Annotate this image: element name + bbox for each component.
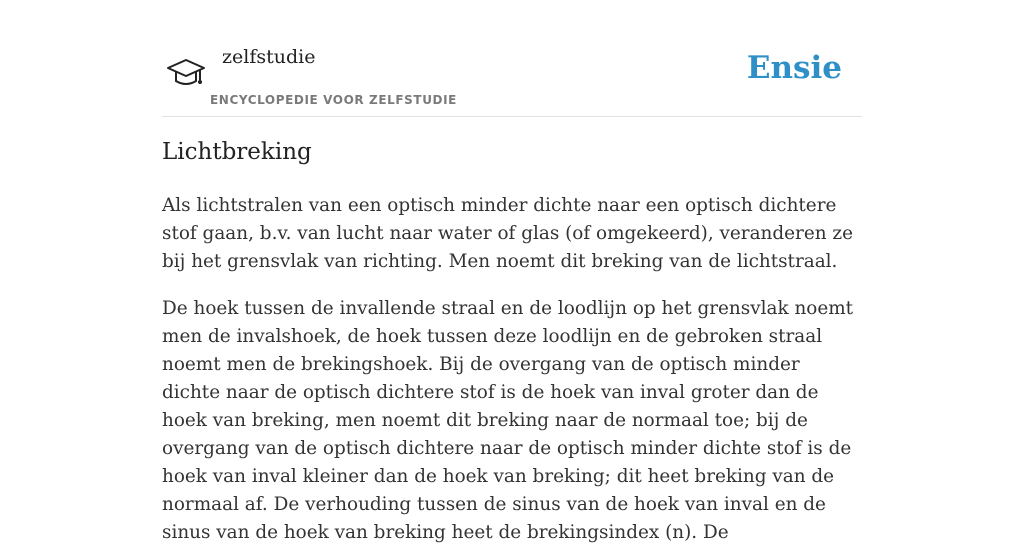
graduation-cap-icon[interactable] [166,54,206,90]
article-paragraph-2: De hoek tussen de invallende straal en de loodlijn op het grensvlak noemt men de invalshoek, de hoek tussen deze loodlijn en de gebroken straal noemt men de brekingshoek. Bij de overgang van de optisch minder dichte naar de optisch dichtere stof is de hoek van inval groter dan de hoek van breking, men noemt dit breking naar de normaal toe; bij de overgang van de optisch dichtere naar de optisch minder dichte stof is de hoek van inval kleiner dan de hoek van breking; dit heet breking van de normaal af. De verhouding tussen de sinus van de hoek van inval en de sinus van de hoek van breking heet de brekingsindex (n). De [162,298,854,543]
ensie-brand-link[interactable]: Ensie [746,50,842,86]
site-tagline: ENCYCLOPEDIE VOOR ZELFSTUDIE [210,93,457,107]
article-title: Lichtbreking [162,139,312,165]
article-paragraph-1: Als lichtstralen van een optisch minder dichte naar een optisch dichtere stof gaan, b.v. van lucht naar water of glas (of omgekeerd), veranderen ze bij het grensvlak van richting. Men noemt dit breking van de lichtstraal. [162,195,853,272]
page [162,0,862,543]
site-name[interactable]: zelfstudie [222,46,316,68]
site-header [162,0,862,117]
